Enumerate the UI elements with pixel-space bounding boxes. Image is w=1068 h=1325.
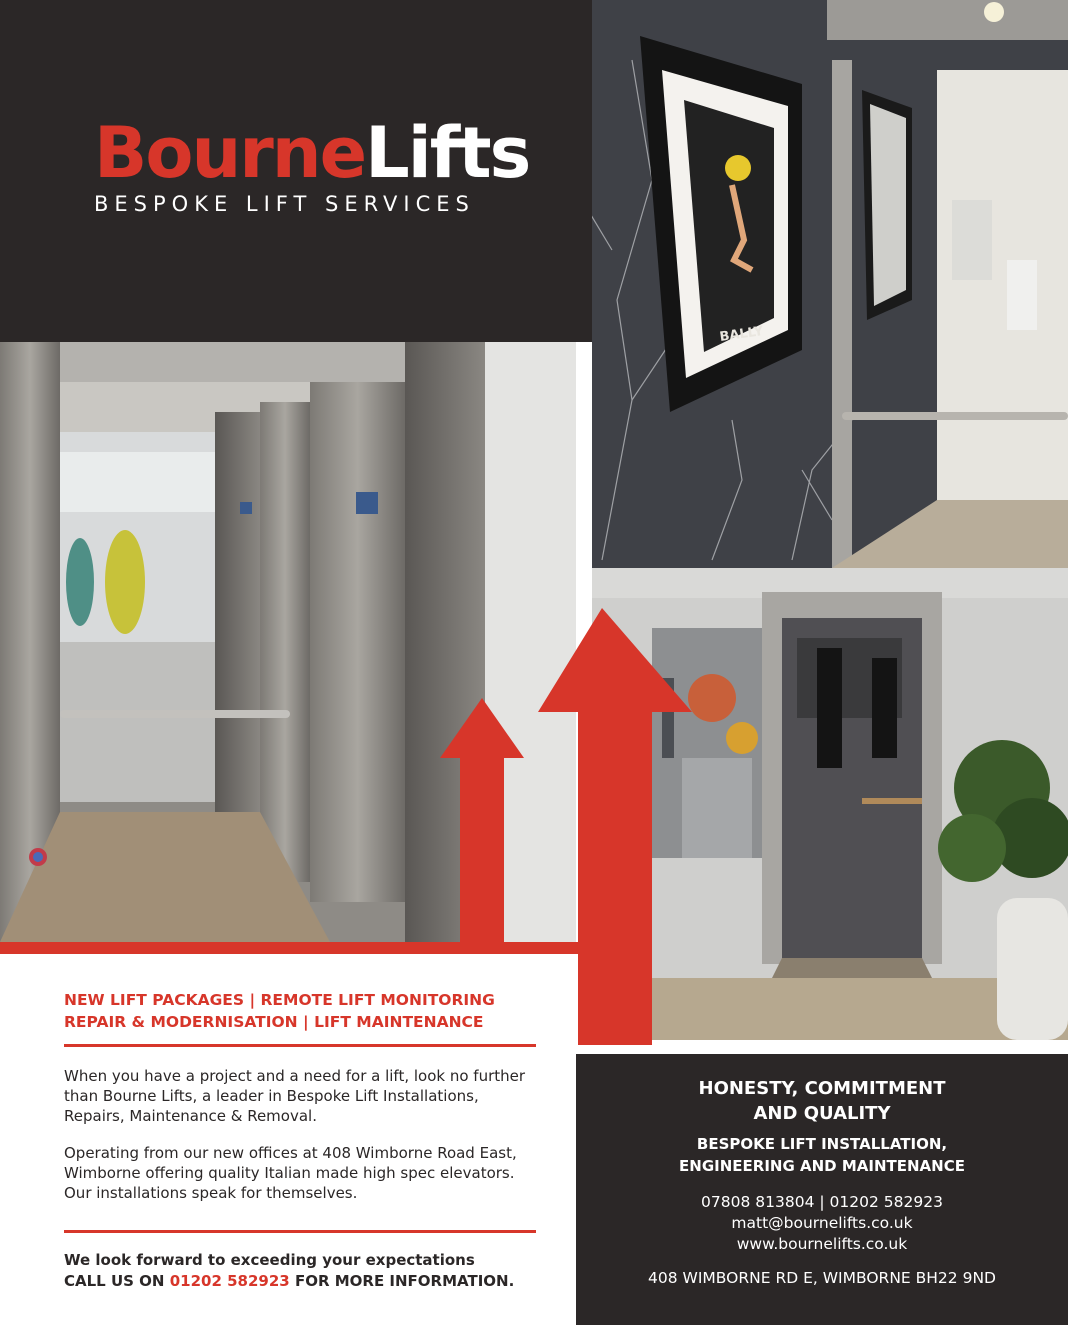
contact-email[interactable]: matt@bournelifts.co.uk <box>731 1214 913 1232</box>
corridor-illustration <box>592 0 1068 568</box>
contact-website[interactable]: www.bournelifts.co.uk <box>736 1235 908 1253</box>
services-line-2: REPAIR & MODERNISATION | LIFT MAINTENANCE <box>64 1013 484 1031</box>
cta-suffix: FOR MORE INFORMATION. <box>289 1272 515 1290</box>
info-text-panel <box>0 954 574 1325</box>
cta-phone[interactable]: 01202 582923 <box>169 1272 290 1290</box>
cta-line-2 <box>64 1272 514 1290</box>
contact-subheading-2: ENGINEERING AND MAINTENANCE <box>679 1157 965 1175</box>
contact-heading-1: HONESTY, COMMITMENT <box>698 1078 946 1099</box>
divider-bottom <box>64 1230 536 1233</box>
divider-top <box>64 1044 536 1047</box>
cta-line-1: We look forward to exceeding your expectations <box>64 1251 475 1269</box>
offices-paragraph: Operating from our new offices at 408 Wimborne Road East, Wimborne offering quality Italian made high spec elevators. Our installations speak for themselves. <box>64 1144 517 1202</box>
intro-paragraph: When you have a project and a need for a lift, look no further than Bourne Lifts, a leader in Bespoke Lift Installations, Repairs, Maintenance & Removal. <box>64 1067 526 1125</box>
contact-heading-2: AND QUALITY <box>753 1103 891 1124</box>
corridor-artwork-photo <box>592 0 1068 568</box>
contact-panel <box>576 1054 1068 1325</box>
logo-name-part2: Lifts <box>365 112 530 194</box>
poster-text: BALLY <box>718 324 765 346</box>
contact-phones[interactable]: 07808 813804 | 01202 582923 <box>701 1193 943 1211</box>
bourne-lifts-logo <box>94 112 530 194</box>
contact-subheading-1: BESPOKE LIFT INSTALLATION, <box>696 1135 948 1153</box>
cta-prefix: CALL US ON <box>64 1272 170 1290</box>
contact-address: 408 WIMBORNE RD E, WIMBORNE BH22 9ND <box>648 1269 996 1287</box>
services-line-1: NEW LIFT PACKAGES | REMOTE LIFT MONITORING <box>64 991 495 1009</box>
logo-name-part1: Bourne <box>94 112 366 194</box>
logo-tagline: BESPOKE LIFT SERVICES <box>94 192 475 216</box>
